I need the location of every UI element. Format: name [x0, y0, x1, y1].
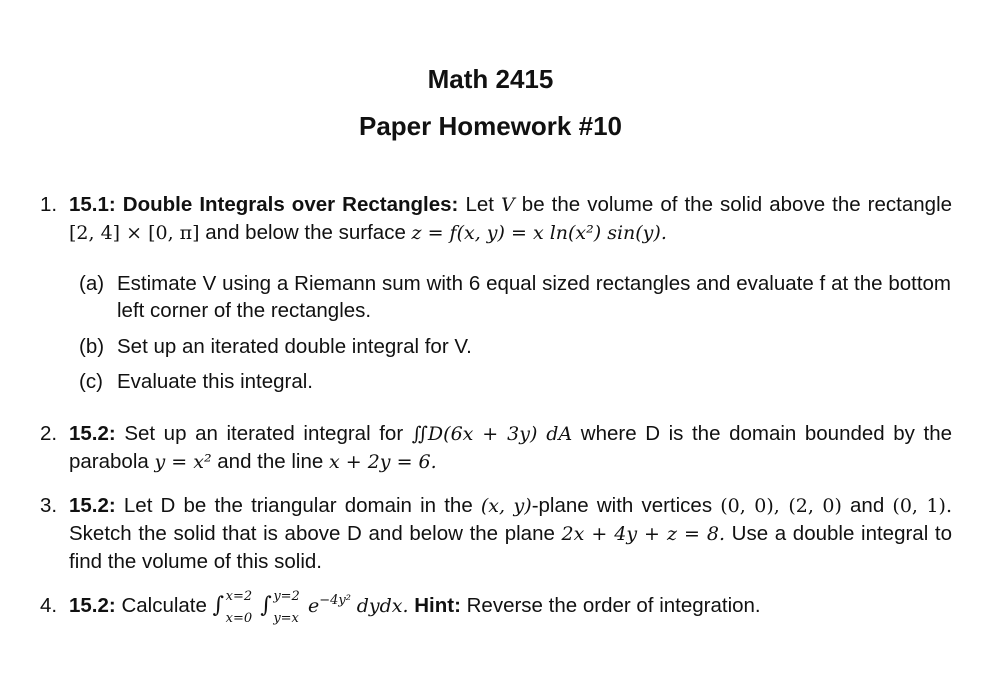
section-label: 15.2: — [69, 594, 116, 617]
math-plane-name: (x, y) — [480, 495, 532, 517]
assignment-title: Paper Homework #10 — [358, 111, 622, 141]
math-line: x + 2y = 6. — [329, 451, 437, 473]
math-vertices: (0, 0), (2, 0) — [720, 495, 842, 517]
problem-number: 1. — [40, 193, 58, 216]
problem-text: Set up an iterated integral for — [124, 422, 404, 445]
problem-text: Let — [465, 193, 494, 216]
problem-number: 3. — [40, 494, 58, 517]
problem-4 — [40, 589, 952, 626]
problem-text: -plane with vertices — [531, 494, 713, 517]
math-integral: ∬D(6x + 3y) dA — [411, 423, 573, 445]
problem-1 — [40, 191, 952, 247]
section-label: 15.1: — [69, 193, 116, 216]
hint-label: Hint: — [414, 594, 461, 617]
outer-integral: ∫ x=2 x=0 — [213, 592, 255, 619]
outer-upper-limit: x=2 — [225, 589, 253, 604]
problem-text: be the volume of the solid above the rectangle — [521, 193, 953, 216]
problem-3 — [40, 492, 952, 575]
subpart-label: (b) — [79, 335, 105, 358]
problem-2 — [40, 420, 952, 476]
math-surface: z = f(x, y) = x ln(x²) sin(y). — [411, 222, 667, 244]
subpart-text: Set up an iterated double integral for V. — [117, 335, 472, 358]
course-title: Math 2415 — [427, 64, 554, 94]
subpart-text: Estimate V using a Riemann sum with 6 equal sized rectangles and evaluate f at the bottom left corner of the rectangles. — [117, 272, 951, 322]
problem-text: and — [850, 494, 885, 517]
subpart-text: Evaluate this integral. — [117, 370, 314, 393]
subpart-a — [79, 270, 951, 324]
integrand-base: e — [308, 595, 320, 617]
problem-text: and below the surface — [205, 221, 406, 244]
subpart-b — [79, 333, 951, 360]
problem-text: Let D be the triangular domain in the — [123, 494, 473, 517]
subpart-label: (c) — [79, 370, 103, 393]
integrand-exponent: −4y² — [319, 593, 351, 609]
problem-text: Sketch the solid that is above D and below the plane — [69, 522, 555, 545]
hint-text: Reverse the order of integration. — [466, 594, 761, 617]
math-rectangle: [2, 4] × [0, π] — [69, 222, 200, 244]
problem-text: Calculate — [121, 594, 207, 617]
problem-text: Use a double integral to find the volume of this solid. — [69, 522, 952, 573]
problem-text: and the line — [217, 450, 324, 473]
inner-integral: ∫ y=2 y=x — [260, 592, 302, 619]
math-plane: 2x + 4y + z = 8. — [561, 523, 725, 545]
section-label: 15.2: — [69, 494, 116, 517]
problem-number: 4. — [40, 594, 58, 617]
problem-number: 2. — [40, 422, 58, 445]
inner-upper-limit: y=2 — [273, 589, 300, 604]
section-label: 15.2: — [69, 422, 116, 445]
differentials: dydx. — [356, 595, 409, 617]
subpart-label: (a) — [79, 272, 105, 295]
subpart-c — [79, 368, 951, 395]
problem-heading: Double Integrals over Rectangles: — [122, 193, 459, 216]
outer-lower-limit: x=0 — [225, 611, 253, 626]
math-parabola: y = x² — [154, 451, 212, 473]
math-variable: V — [501, 194, 515, 216]
inner-lower-limit: y=x — [273, 611, 299, 626]
math-vertex: (0, 1). — [892, 495, 952, 517]
problem-text: where D is the domain bounded by the parabola — [69, 422, 953, 473]
